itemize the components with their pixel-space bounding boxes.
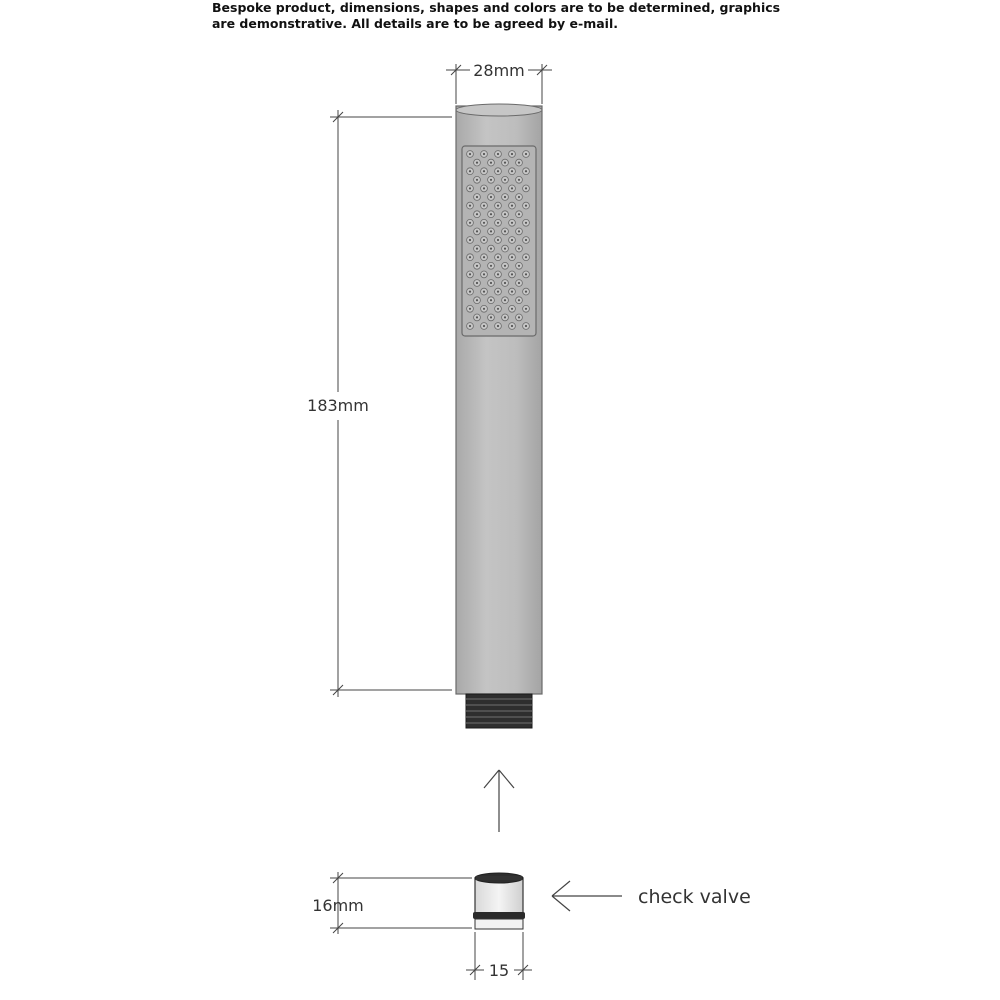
spray-nozzle-hole (518, 265, 520, 267)
spray-nozzle-hole (504, 248, 506, 250)
spray-nozzle-hole (469, 273, 471, 275)
spray-nozzle-hole (511, 205, 513, 207)
spray-nozzle-hole (476, 213, 478, 215)
spray-nozzle-hole (476, 248, 478, 250)
spray-nozzle-hole (518, 213, 520, 215)
spray-nozzle-hole (511, 187, 513, 189)
spray-nozzle-hole (511, 256, 513, 258)
spray-nozzle-hole (504, 213, 506, 215)
spray-nozzle-hole (525, 205, 527, 207)
spray-nozzle-hole (504, 316, 506, 318)
spray-nozzle-hole (476, 179, 478, 181)
width-label: 28mm (473, 61, 525, 80)
spray-nozzle-hole (469, 187, 471, 189)
spray-nozzle-hole (476, 230, 478, 232)
spray-nozzle-hole (497, 239, 499, 241)
left-arrow-icon (552, 881, 622, 911)
spray-nozzle-hole (469, 170, 471, 172)
spray-nozzle-hole (518, 196, 520, 198)
spray-nozzle-hole (490, 196, 492, 198)
spray-nozzle-hole (490, 299, 492, 301)
height-label: 183mm (307, 396, 369, 415)
spray-nozzle-hole (511, 291, 513, 293)
spray-nozzle-hole (504, 230, 506, 232)
spray-nozzle-hole (469, 239, 471, 241)
spray-nozzle-hole (518, 179, 520, 181)
spray-nozzle-hole (469, 222, 471, 224)
spray-nozzle-hole (483, 256, 485, 258)
spray-nozzle-hole (476, 196, 478, 198)
spray-nozzle-hole (518, 248, 520, 250)
spray-nozzle-hole (497, 256, 499, 258)
check-valve-label: check valve (638, 886, 751, 908)
spray-nozzle-hole (469, 153, 471, 155)
spray-nozzle-hole (483, 187, 485, 189)
spray-nozzle-hole (469, 205, 471, 207)
spray-nozzle-hole (525, 187, 527, 189)
spray-nozzle-hole (511, 239, 513, 241)
spray-nozzle-hole (497, 153, 499, 155)
spray-nozzle-hole (504, 282, 506, 284)
spray-nozzle-hole (511, 170, 513, 172)
spray-nozzle-hole (497, 205, 499, 207)
spray-nozzle-hole (497, 170, 499, 172)
spray-nozzle-hole (497, 291, 499, 293)
valve-height-label: 16mm (312, 896, 364, 915)
spray-nozzle-hole (511, 325, 513, 327)
spray-nozzle-hole (497, 325, 499, 327)
spray-nozzle-hole (490, 316, 492, 318)
spray-nozzle-hole (483, 308, 485, 310)
spray-nozzle-hole (476, 162, 478, 164)
spray-nozzle-hole (483, 170, 485, 172)
disclaimer-line-1: Bespoke product, dimensions, shapes and colors are to be determined, graphics (212, 0, 781, 15)
spray-nozzle-hole (490, 162, 492, 164)
spray-nozzle-hole (511, 153, 513, 155)
spray-nozzle-hole (497, 222, 499, 224)
spray-nozzle-hole (483, 325, 485, 327)
disclaimer-line-2: are demonstrative. All details are to be agreed by e-mail. (212, 16, 618, 31)
valve-width-label: 15 (488, 961, 510, 980)
up-arrow-icon (484, 770, 514, 832)
spray-nozzle-hole (525, 170, 527, 172)
spray-nozzle-hole (469, 325, 471, 327)
spray-nozzle-hole (476, 282, 478, 284)
spray-nozzle-hole (469, 256, 471, 258)
spray-nozzle-hole (476, 265, 478, 267)
spray-nozzle-hole (483, 239, 485, 241)
spray-nozzle-hole (504, 179, 506, 181)
spray-nozzle-hole (504, 162, 506, 164)
spray-nozzle-hole (490, 248, 492, 250)
spray-nozzle-hole (525, 308, 527, 310)
spray-nozzle-hole (504, 265, 506, 267)
spray-nozzle-hole (476, 299, 478, 301)
spray-face-panel (462, 146, 536, 336)
spray-nozzle-hole (504, 196, 506, 198)
spray-nozzle-hole (469, 308, 471, 310)
spray-nozzle-hole (518, 316, 520, 318)
spray-nozzle-hole (490, 179, 492, 181)
spray-nozzle-hole (525, 222, 527, 224)
spray-nozzle-hole (483, 273, 485, 275)
spray-nozzle-hole (469, 291, 471, 293)
spray-nozzle-hole (476, 316, 478, 318)
spray-nozzle-hole (525, 325, 527, 327)
spray-nozzle-hole (525, 273, 527, 275)
spray-nozzle-hole (483, 153, 485, 155)
spray-nozzle-hole (518, 162, 520, 164)
spray-nozzle-hole (497, 308, 499, 310)
spray-nozzle-hole (525, 239, 527, 241)
threaded-connector (466, 694, 532, 728)
spray-nozzle-hole (490, 282, 492, 284)
check-valve (473, 873, 525, 929)
spray-nozzle-hole (511, 273, 513, 275)
spray-nozzle-hole (504, 299, 506, 301)
spray-nozzle-hole (511, 308, 513, 310)
spray-nozzle-hole (490, 265, 492, 267)
spray-nozzle-hole (490, 230, 492, 232)
spray-nozzle-hole (483, 205, 485, 207)
spray-nozzle-hole (518, 299, 520, 301)
spray-nozzle-hole (511, 222, 513, 224)
spray-nozzle-hole (518, 230, 520, 232)
spray-nozzle-hole (518, 282, 520, 284)
spray-nozzle-hole (497, 187, 499, 189)
spray-nozzle-hole (497, 273, 499, 275)
spray-nozzle-hole (490, 213, 492, 215)
spray-nozzle-hole (525, 291, 527, 293)
spray-nozzle-hole (483, 291, 485, 293)
spray-nozzle-hole (525, 256, 527, 258)
spray-nozzle-hole (483, 222, 485, 224)
spray-nozzle-hole (525, 153, 527, 155)
